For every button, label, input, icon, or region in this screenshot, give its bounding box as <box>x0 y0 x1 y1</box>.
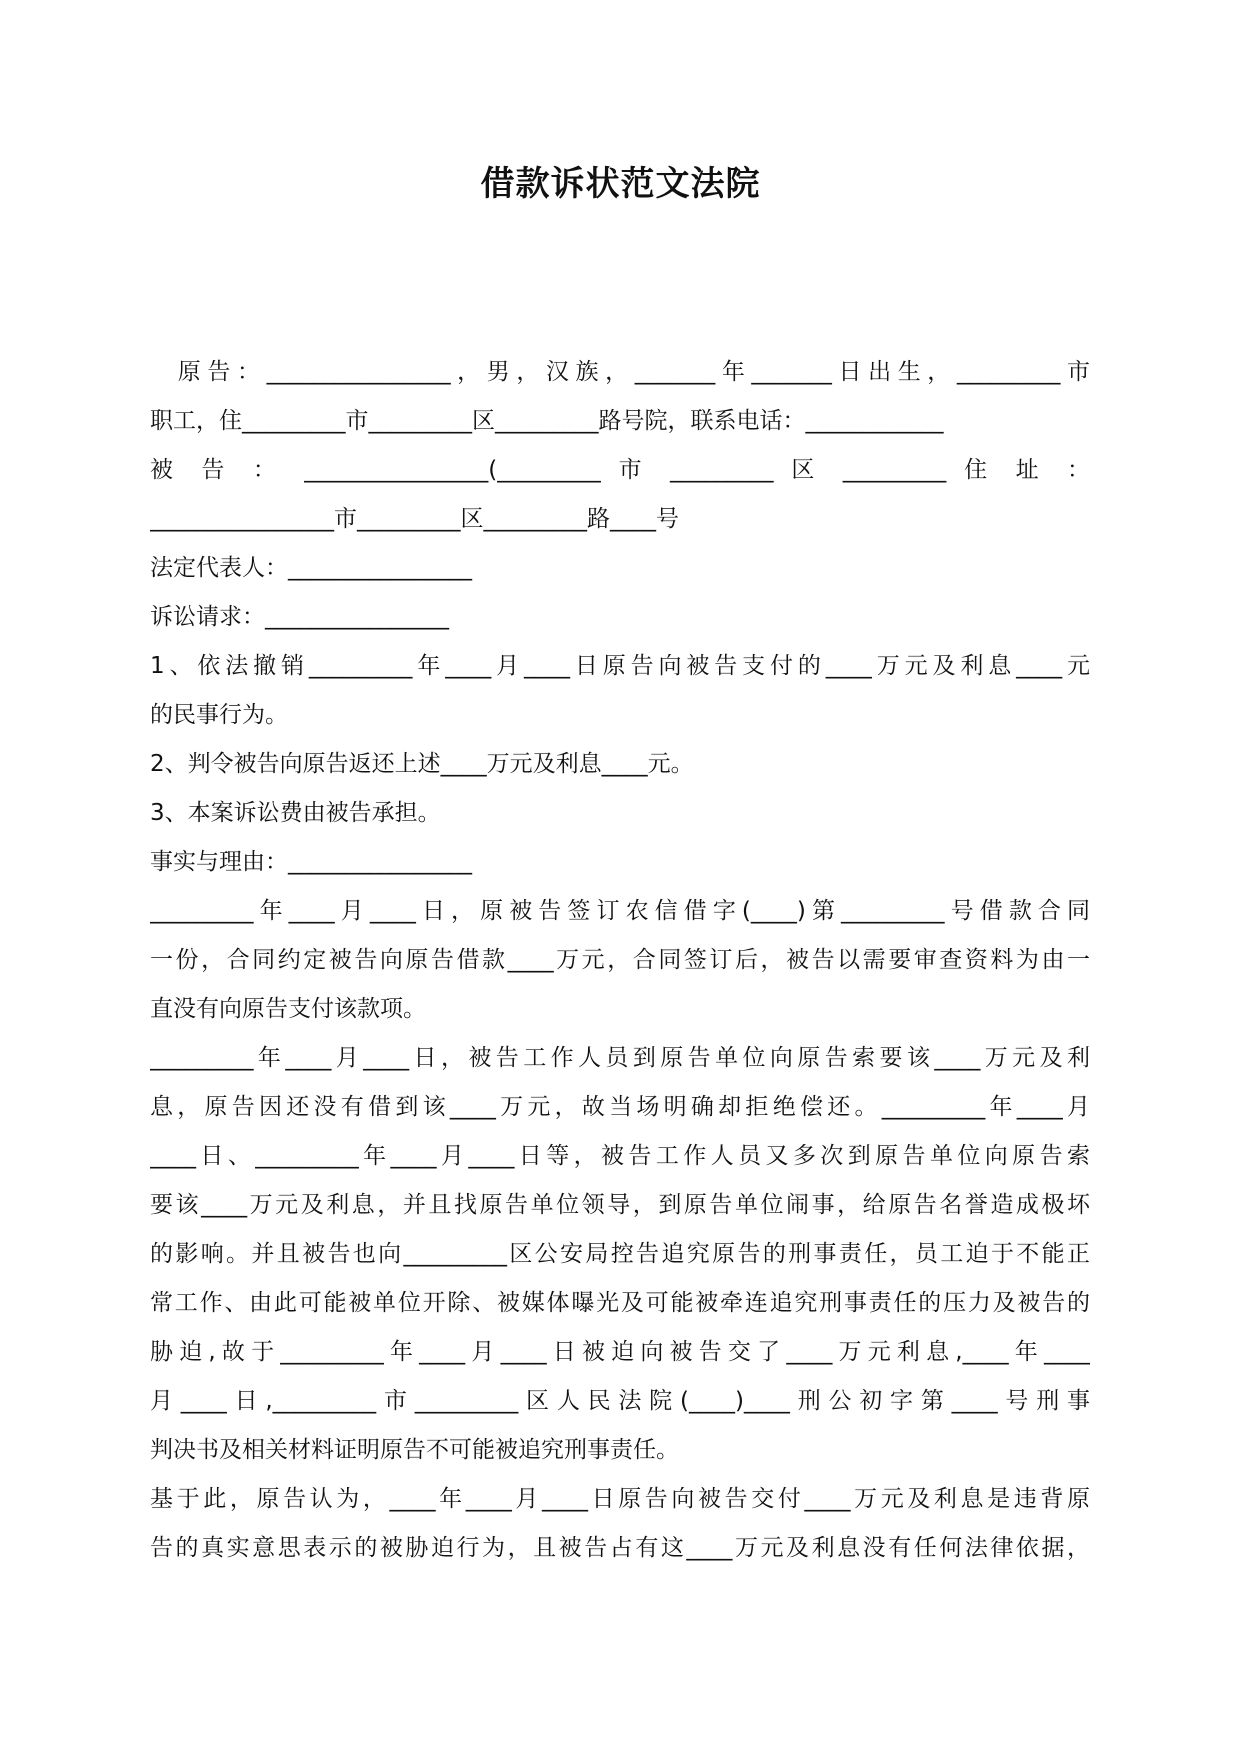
document-line: 息，原告因还没有借到该____万元，故当场明确却拒绝偿还。_________年____月 <box>150 1094 1090 1120</box>
document-line: 法定代表人：________________ <box>150 555 472 581</box>
document-line: 事实与理由：________________ <box>150 849 472 875</box>
document-line: ____日、_________年____月____日等，被告工作人员又多次到原告单位向原告索 <box>150 1143 1090 1169</box>
document-line: 原告：________________，男，汉族，_______年_______日出生，_________市 <box>150 359 1090 385</box>
document-line: 1、依法撤销_________年____月____日原告向被告支付的____万元及利息____元 <box>150 653 1090 679</box>
document-body <box>150 348 1090 1573</box>
document-line: 的民事行为。 <box>150 702 288 728</box>
document-line: 被 告 ： ________________(_________ 市 _________ 区 _________ 住 址 ： <box>150 457 1090 483</box>
document-line: 基于此，原告认为，____年____月____日原告向被告交付____万元及利息是违背原 <box>150 1486 1090 1512</box>
document-line: 直没有向原告支付该款项。 <box>150 996 426 1022</box>
document-line: 胁迫,故于_________年____月____日被迫向被告交了____万元利息,____年____ <box>150 1339 1090 1365</box>
document-line: 的影响。并且被告也向_________区公安局控告追究原告的刑事责任，员工迫于不能正 <box>150 1241 1090 1267</box>
document-line: 职工，住_________市_________区_________路号院，联系电话：____________ <box>150 408 944 434</box>
document-line: 3、本案诉讼费由被告承担。 <box>150 800 441 826</box>
document-line: _________年____月____日，原被告签订农信借字(____)第_________号借款合同 <box>150 898 1090 924</box>
document-line: 诉讼请求：________________ <box>150 604 449 630</box>
document-title: 借款诉状范文法院 <box>480 164 761 204</box>
document-line: _________年____月____日，被告工作人员到原告单位向原告索要该____万元及利 <box>150 1045 1090 1071</box>
document-line: 月____日,_________市_________区人民法院(____)____刑公初字第____号刑事 <box>150 1388 1090 1414</box>
document-line: 常工作、由此可能被单位开除、被媒体曝光及可能被牵连追究刑事责任的压力及被告的 <box>150 1290 1090 1316</box>
document-line: ________________市_________区_________路____号 <box>150 506 679 532</box>
document-line: 2、判令被告向原告返还上述____万元及利息____元。 <box>150 751 694 777</box>
document-line: 判决书及相关材料证明原告不可能被追究刑事责任。 <box>150 1437 679 1463</box>
document-line: 一份，合同约定被告向原告借款____万元，合同签订后，被告以需要审查资料为由一 <box>150 947 1090 973</box>
document-line: 要该____万元及利息，并且找原告单位领导，到原告单位闹事，给原告名誉造成极坏 <box>150 1192 1090 1218</box>
document-line: 告的真实意思表示的被胁迫行为，且被告占有这____万元及利息没有任何法律依据， <box>150 1535 1090 1561</box>
